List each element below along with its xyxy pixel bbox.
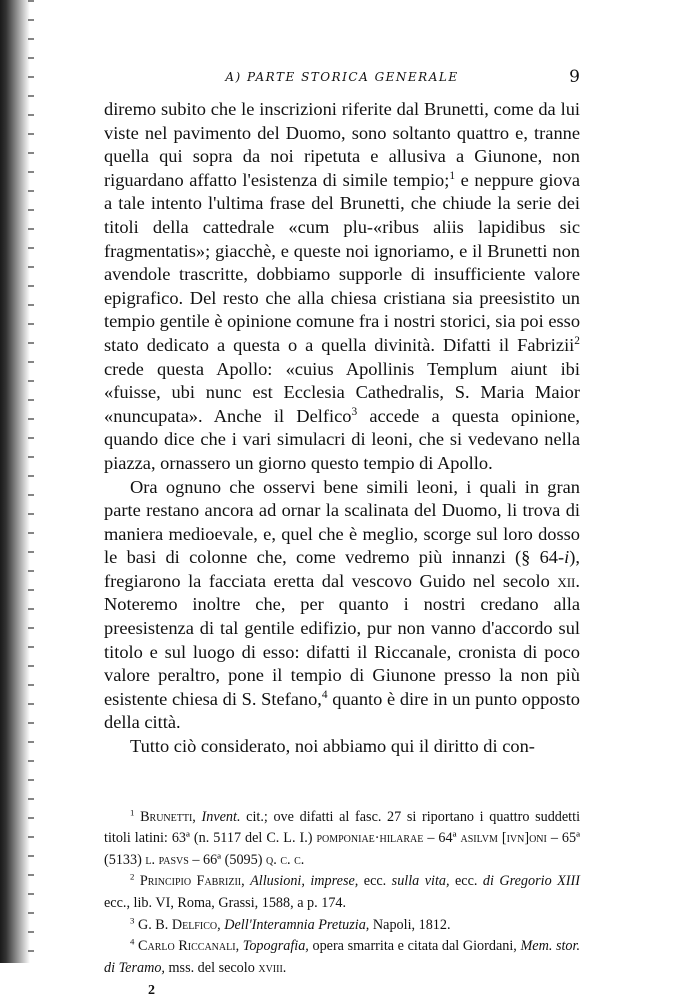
book-binding-shadow [0,0,30,963]
binding-stitch-marks [28,0,34,963]
page-number: 9 [569,67,580,87]
footnotes [104,807,580,980]
footnote: $^2$ Principio Fabrizii, Allusioni, imprese, ecc. sulla vita, ecc. di Gregorio XIII ecc., lib. VI, Roma, Grassi, 1588, a p. 174. [104,871,580,911]
running-head-text: A) PARTE STORICA GENERALE [225,70,459,84]
footnote: $^1$ Brunetti, Invent. cit.; ove difatti al fasc. 27 si riportano i quattro suddetti titoli latini: 63ª (n. 5117 del C. L. I.) pomponiae·hilarae – 64ª asilvm [ivn]oni – 65ª (5133) l. pasvs – 66ª (5095) q. c. c. [104,806,581,868]
footnote-ref[interactable]: 4 [321,688,328,701]
footnote-ref[interactable]: 1 [449,169,456,182]
main-text [104,98,580,759]
footnote: $^4$ Carlo Riccanali, Topografia, opera smarrita e citata dal Giordani, Mem. stor. di Teramo, mss. del secolo xviii. [104,936,581,976]
running-head [104,60,580,94]
footnote: $^3$ G. B. Delfico, Dell'Interamnia Pretuzia, Napoli, 1812. [130,914,451,933]
footnote-ref[interactable]: 2 [574,334,580,347]
paragraph: Ora ognuno che osservi bene simili leoni, i quali in gran parte restano ancora ad ornar la scalinata del Duomo, li trova di maniera medioevale, e, quel che è meglio, scorge sul loro dosso le basi di colonne che, come vedremo più innanzi (§ 64-i), fregiarono la facciata eretta dal vescovo Guido nel secolo xii. Noteremo inoltre che, per quanto i nostri credano alla preesistenza di tal gentile edifizio, pur non vanno d'accordo sul titolo e sul luogo di esso: difatti il Riccanale, cronista di poco valore peraltro, pone il tempio di Giunone presso la non più esistente chiesa di S. Stefano,$^4$ quanto è dire in un punto opposto della città. [104,476,580,733]
paragraph: diremo subito che le inscrizioni riferite dal Brunetti, come da lui viste nel pavimento del Duomo, sono soltanto quattro e, tranne quella qui sopra da noi ripetuta e allusiva a Giunone, non riguardano affatto l'esistenza di simile tempio;$^1$ e neppure giova a tale intento l'ultima frase del Brunetti, che chiude la serie dei titoli della cattedrale «cum plu-«ribus aliis lapidibus sic fragmentatis»; giacchè, e queste noi ignoriamo, e il Brunetti non avendole trascritte, dobbiamo supporle di insufficiente valore epigrafico. Del resto che alla chiesa cristiana sia preesistito un tempio gentile è opinione comune fra i nostri storici, sia poi esso stato dedicato a questa o a quella divinità. Difatti il Fabrizii$^2$ crede questa Apollo: «cuius Apollinis Templum aiunt ibi «fuisse, ubi nunc est Ecclesia Cathedralis, S. Maria Maior «nuncupata». Anche il Delfico$^3$ accede a questa opinione, quando dice che i vari simulacri di leoni, che si vedevano nella piazza, ornassero un giorno questo tempio di Apollo. [104,99,581,473]
footnote-ref[interactable]: 3 [351,405,358,418]
book-page [104,60,580,999]
printer-signature-mark: 2 [148,983,155,999]
paragraph: Tutto ciò considerato, noi abbiamo qui il diritto di con- [130,736,535,757]
